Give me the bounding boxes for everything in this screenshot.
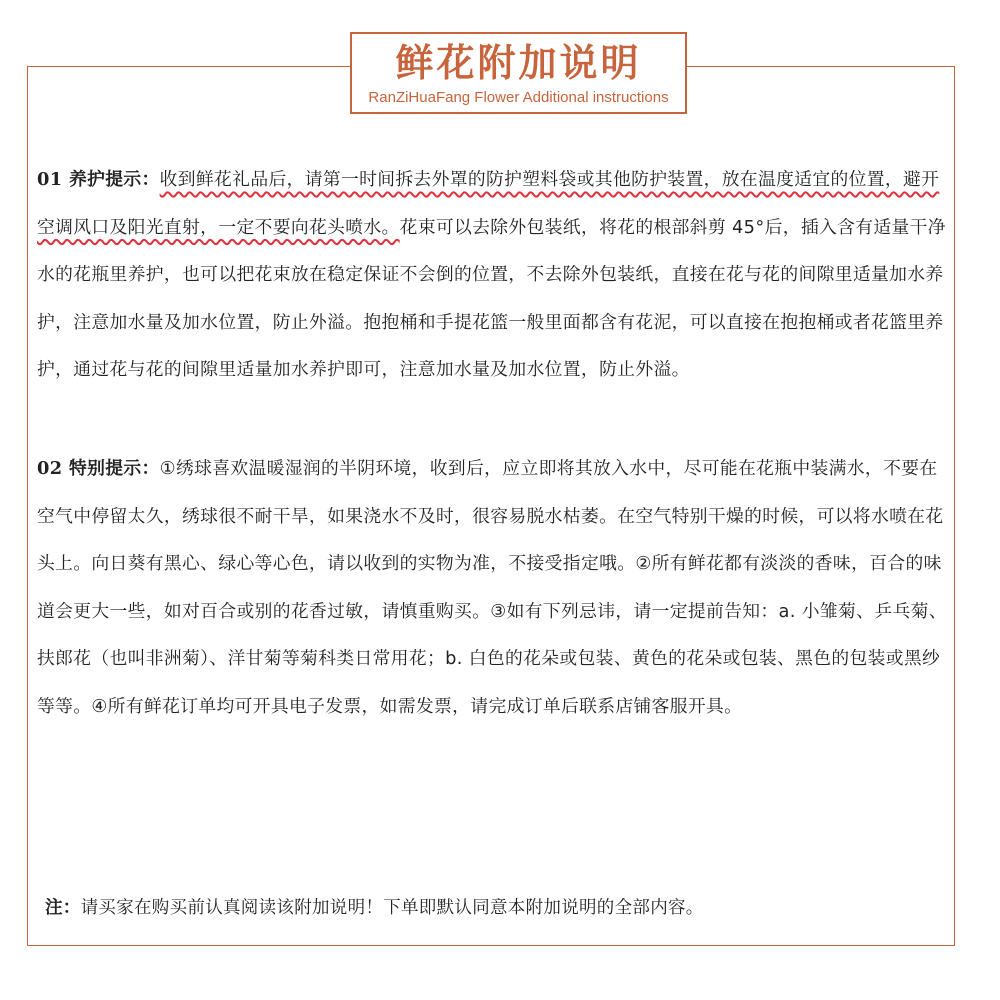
care-tips-section xyxy=(37,156,952,394)
page-title: 鲜花附加说明 xyxy=(395,40,642,85)
special-tips-section xyxy=(37,445,952,730)
buyer-note-label: 注： xyxy=(45,898,81,918)
care-tips-label: 01 养护提示： xyxy=(37,169,160,190)
buyer-note-text: 请买家在购买前认真阅读该附加说明！下单即默认同意本附加说明的全部内容。 xyxy=(80,898,704,918)
care-tips-highlight: 收到鲜花礼品后，请第一时间拆去外罩的防护塑料袋或其他防护装置，放在温度适宜的位置，避开空调风口及阳光直射，一定不要向花头喷水。 xyxy=(37,169,940,238)
buyer-note xyxy=(45,890,704,926)
special-tips-label: 02 特别提示： xyxy=(37,458,160,479)
care-tips-text: 花束可以去除外包装纸，将花的根部斜剪 45°后，插入含有适量干净水的花瓶里养护，也可以把花束放在稳定保证不会倒的位置，不去除外包装纸，直接在花与花的间隙里适量加水养护，注意加水量及加水位置，防止外溢。抱抱桶和手提花篮一般里面都含有花泥，可以直接在抱抱桶或者花篮里养护，通过花与花的间隙里适量加水养护即可，注意加水量及加水位置，防止外溢。 xyxy=(37,216,946,380)
special-tips-text: ①绣球喜欢温暖湿润的半阴环境，收到后，应立即将其放入水中，尽可能在花瓶中装满水，不要在空气中停留太久，绣球很不耐干旱，如果浇水不及时，很容易脱水枯萎。在空气特别干燥的时候，可以将水喷在花头上。向日葵有黑心、绿心等心色，请以收到的实物为准，不接受指定哦。②所有鲜花都有淡淡的香味，百合的味道会更大一些，如对百合或别的花香过敏，请慎重购买。③如有下列忌讳，请一定提前告知：a. 小雏菊、乒乓菊、扶郎花（也叫非洲菊）、洋甘菊等菊科类日常用花；b. 白色的花朵或包装、黄色的花朵或包装、黑色的包装或黑纱等等。④所有鲜花订单均可开具电子发票，如需发票，请完成订单后联系店铺客服开具。 xyxy=(37,458,947,717)
page-subtitle: RanZiHuaFang Flower Additional instructions xyxy=(368,89,669,106)
title-banner xyxy=(350,32,687,114)
